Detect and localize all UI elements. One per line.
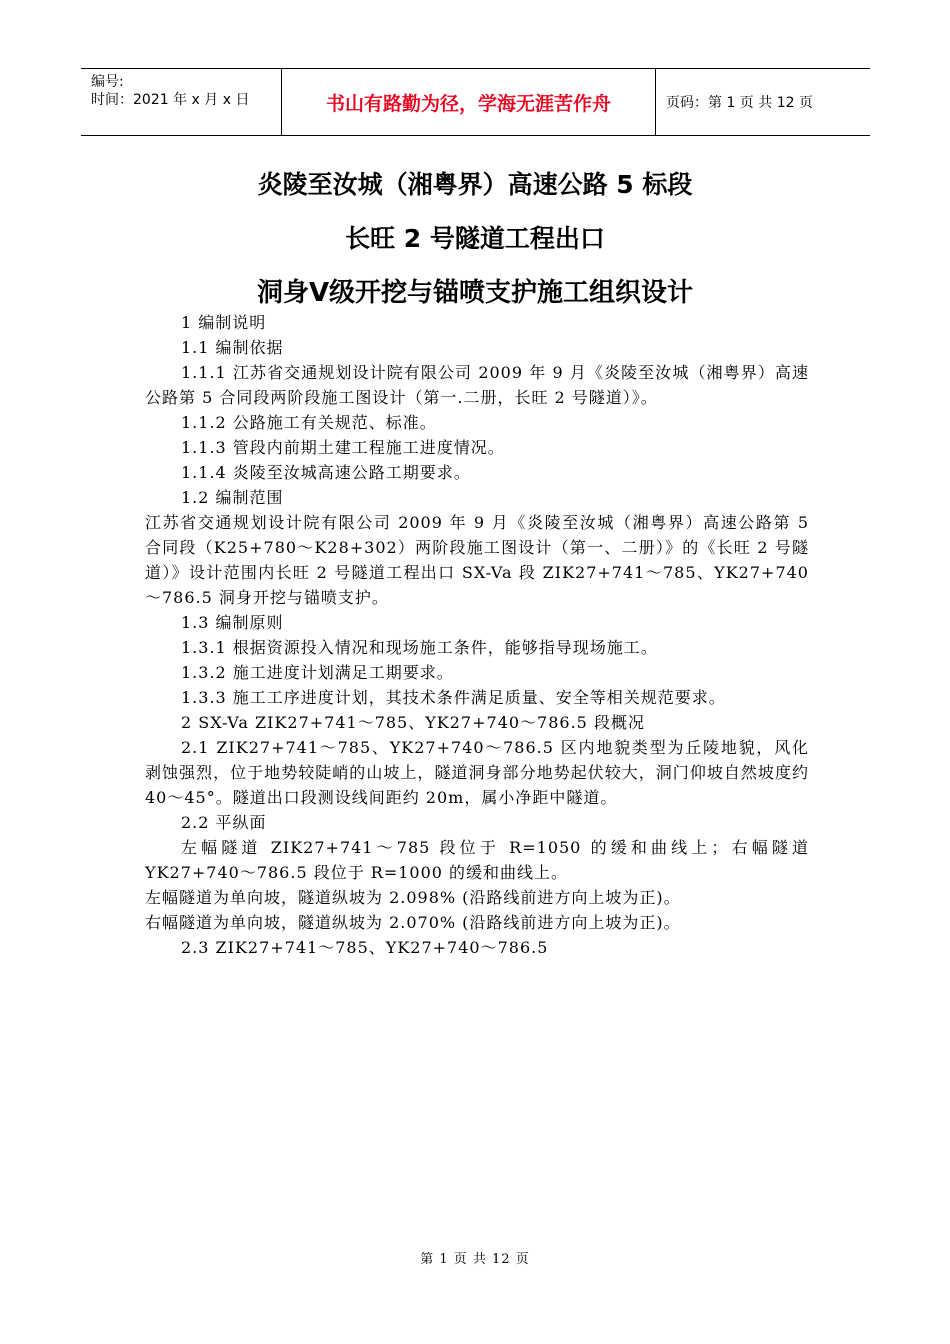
header-motto-cell <box>281 69 656 135</box>
paragraph: 1.3.3 施工工序进度计划，其技术条件满足质量、安全等相关规范要求。 <box>181 688 726 707</box>
paragraph: 1.1.1 江苏省交通规划设计院有限公司 2009 年 9 月《炎陵至汝城（湘粤界）高速公路第 5 合同段两阶段施工图设计（第一.二册，长旺 2 号隧道）》。 <box>145 363 809 407</box>
paragraph: 1.1.3 管段内前期土建工程施工进度情况。 <box>181 438 505 457</box>
paragraph: 2 SX-Va ZIK27+741～785、YK27+740～786.5 段概况 <box>181 713 645 732</box>
paragraph: 2.3 ZIK27+741～785、YK27+740～786.5 <box>181 938 549 957</box>
title-line-3: 洞身Ⅴ级开挖与锚喷支护施工组织设计 <box>256 278 694 308</box>
document-body <box>145 310 809 960</box>
paragraph: 1 编制说明 <box>181 313 267 332</box>
title-line-2: 长旺 2 号隧道工程出口 <box>345 224 605 253</box>
header-meta <box>81 69 281 135</box>
page-footer: 第 1 页 共 12 页 <box>420 1252 530 1267</box>
paragraph: 1.2 编制范围 <box>181 488 284 507</box>
paragraph: 1.1.2 公路施工有关规范、标准。 <box>181 413 437 432</box>
paragraph: 江苏省交通规划设计院有限公司 2009 年 9 月《炎陵至汝城（湘粤界）高速公路第 5 合同段（K25+780～K28+302）两阶段施工图设计（第一、二册）》的《长旺 2 号隧道）》设计范围内长旺 2 号隧道工程出口 SX-Va 段 ZIK27+741～785、YK27+740～786.5 洞身开挖与锚喷支护。 <box>145 513 809 607</box>
header-motto: 书山有路勤为径，学海无涯苦作舟 <box>325 92 611 115</box>
paragraph: 1.3 编制原则 <box>181 613 284 632</box>
title-line-1: 炎陵至汝城（湘粤界）高速公路 5 标段 <box>257 170 693 199</box>
paragraph: 左幅隧道为单向坡，隧道纵坡为 2.098% (沿路线前进方向上坡为正)。 <box>145 888 681 907</box>
document-date: 时间：2021 年 x 月 x 日 <box>91 92 250 108</box>
paragraph: 右幅隧道为单向坡，隧道纵坡为 2.070% (沿路线前进方向上坡为正)。 <box>145 913 681 932</box>
document-titles <box>0 162 950 308</box>
paragraph: 左幅隧道 ZIK27+741～785 段位于 R=1050 的缓和曲线上；右幅隧道 YK27+740～786.5 段位于 R=1000 的缓和曲线上。 <box>145 838 809 882</box>
paragraph: 2.1 ZIK27+741～785、YK27+740～786.5 区内地貌类型为丘陵地貌，风化剥蚀强烈，位于地势较陡峭的山坡上，隧道洞身部分地势起伏较大，洞门仰坡自然坡度约 40～45°。隧道出口段测设线间距约 20m，属小净距中隧道。 <box>145 738 809 807</box>
paragraph: 2.2 平纵面 <box>181 813 267 832</box>
document-number-label: 编号: <box>91 74 124 90</box>
header-page-info <box>656 69 870 135</box>
paragraph: 1.1 编制依据 <box>181 338 284 357</box>
page-header <box>81 68 870 136</box>
paragraph: 1.1.4 炎陵至汝城高速公路工期要求。 <box>181 463 471 482</box>
page-count: 页码：第 1 页 共 12 页 <box>666 95 813 111</box>
paragraph: 1.3.2 施工进度计划满足工期要求。 <box>181 663 454 682</box>
paragraph: 1.3.1 根据资源投入情况和现场施工条件，能够指导现场施工。 <box>181 638 658 657</box>
